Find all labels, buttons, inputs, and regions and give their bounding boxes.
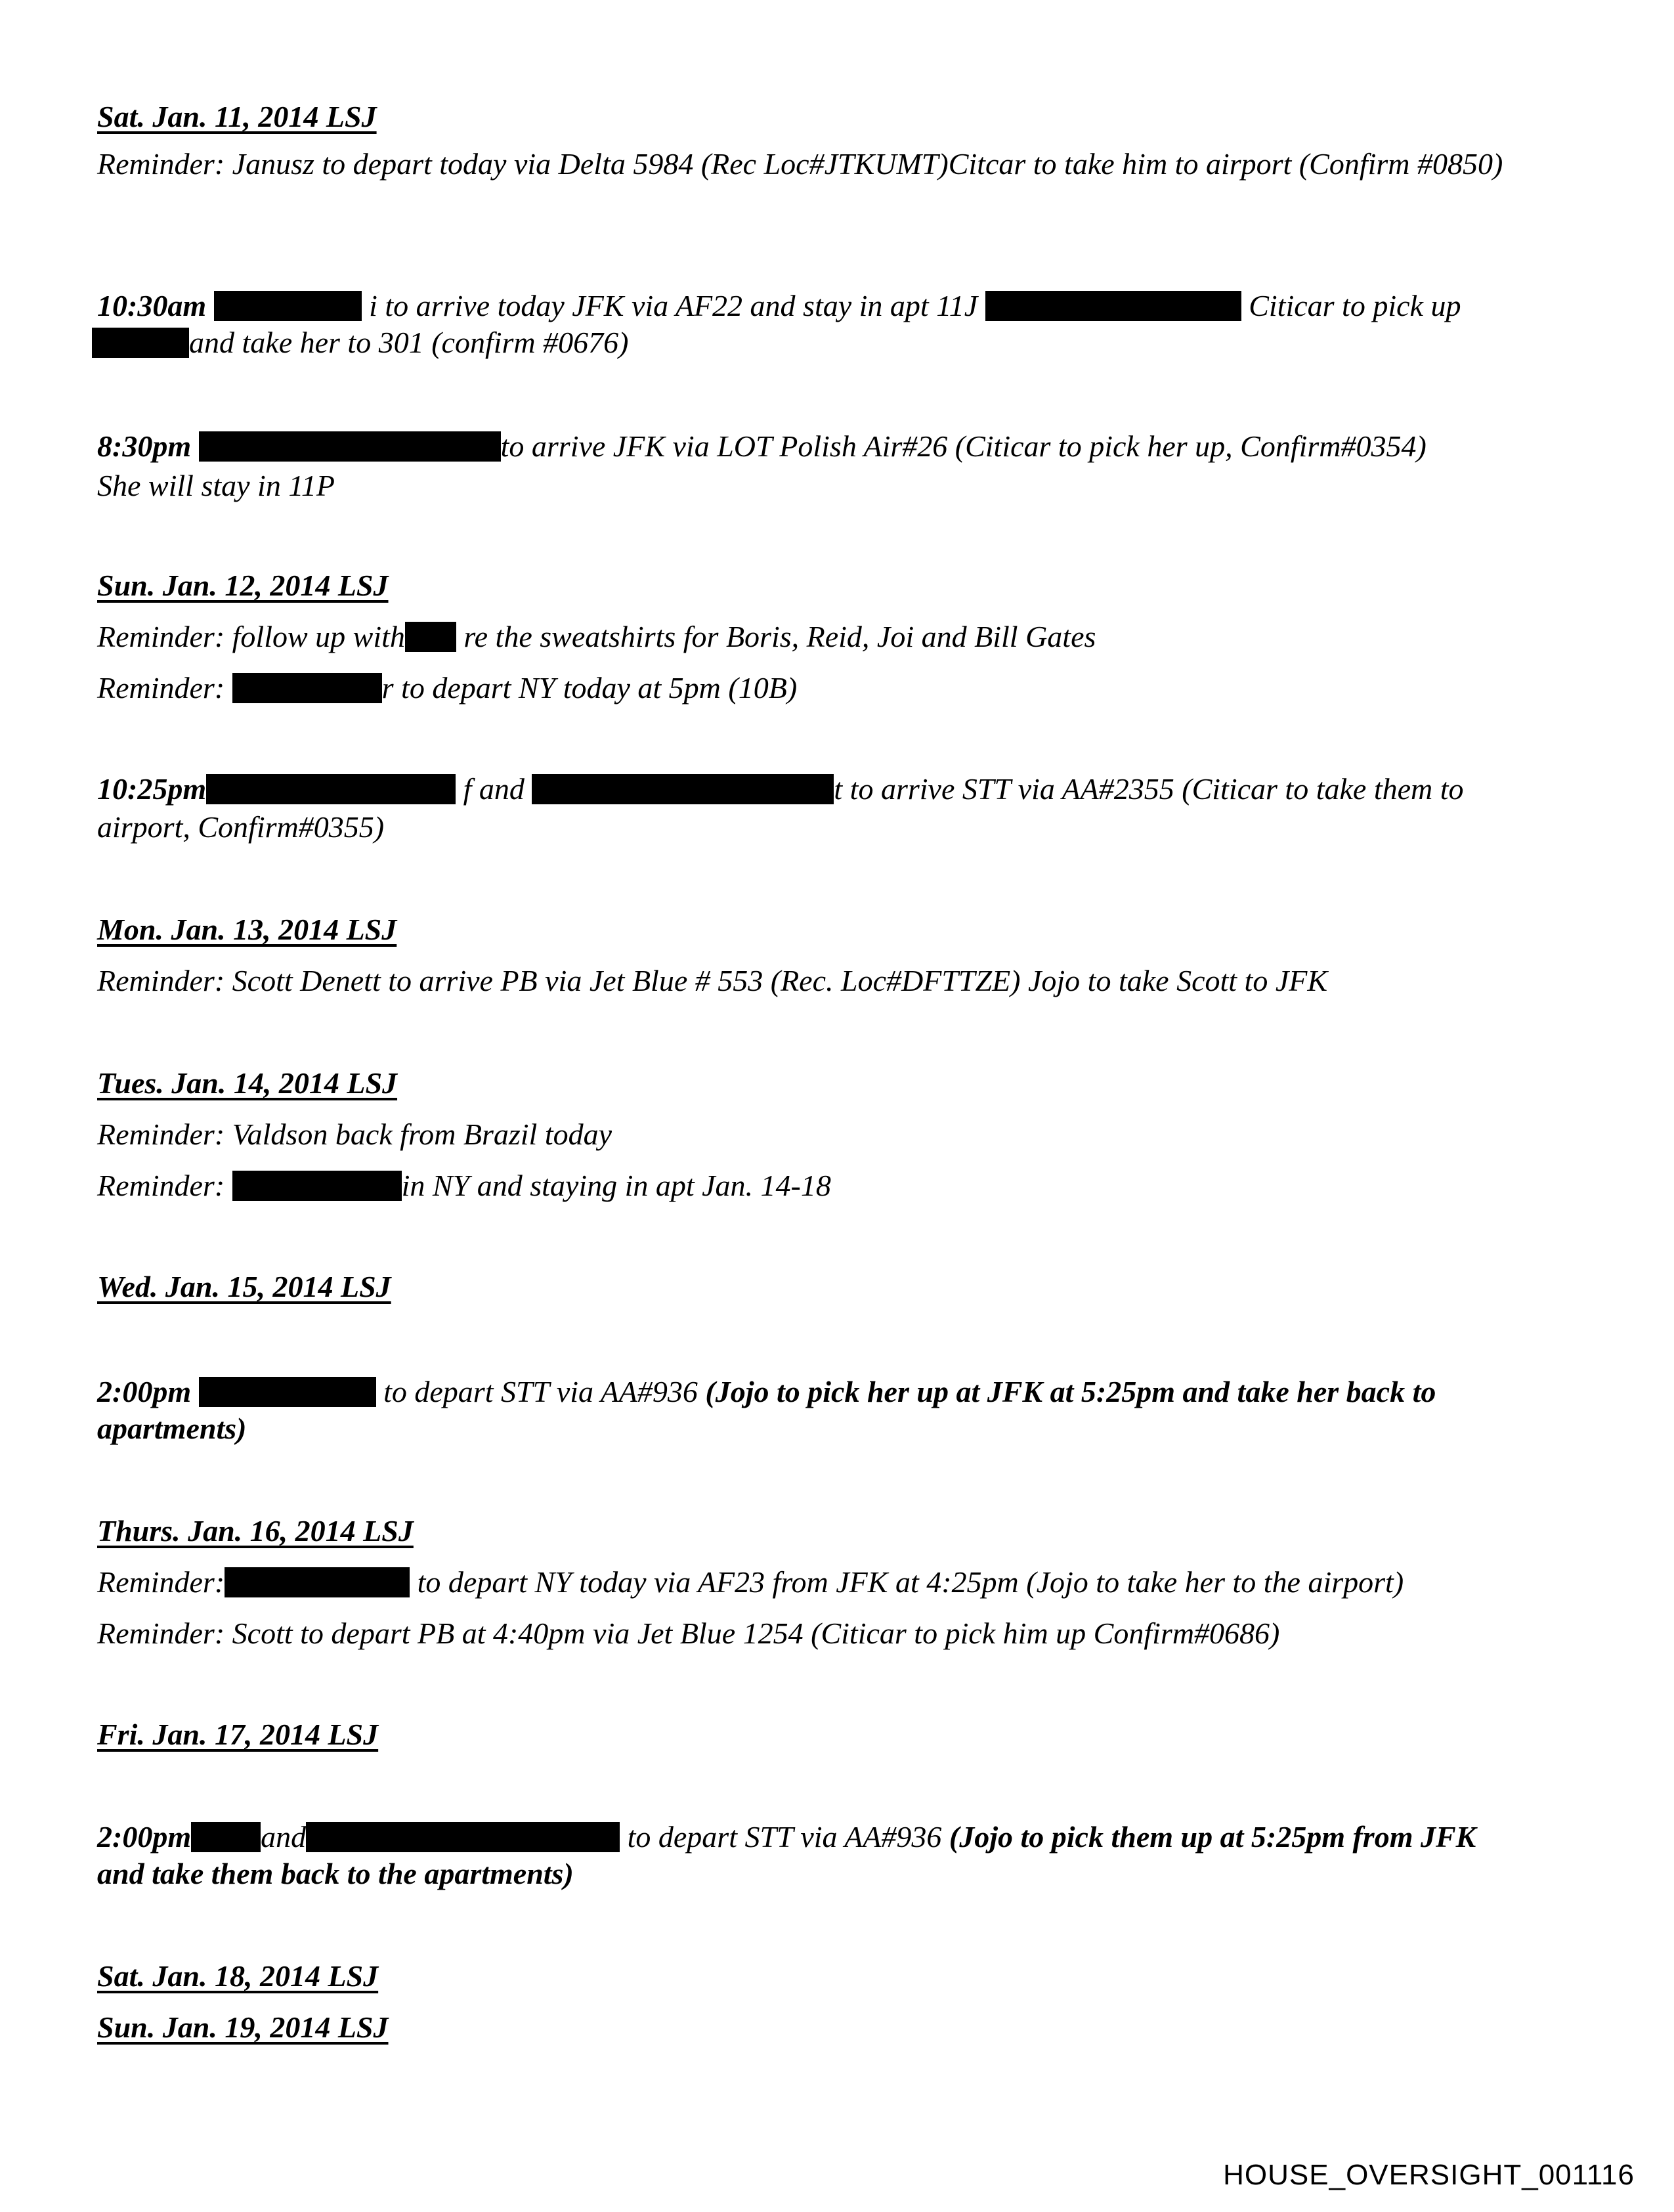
- reminder-line: Reminder: Janusz to depart today via Delta 5984 (Rec Loc#JTKUMT)Citcar to take him to airport (Confirm #0850): [97, 147, 1503, 181]
- event-line-continued: and take them back to the apartments): [97, 1857, 574, 1890]
- event-line: [97, 288, 1574, 324]
- day-header: Sun. Jan. 12, 2014 LSJ: [97, 569, 389, 602]
- event-text: Citicar to pick up: [1249, 289, 1461, 322]
- event-text: (Jojo to pick them up at 5:25pm from JFK: [949, 1820, 1476, 1854]
- reminder-text: in NY and staying in apt Jan. 14-18: [401, 1169, 831, 1202]
- redaction-block: [214, 291, 362, 321]
- event-line-continued: airport, Confirm#0355): [97, 810, 385, 844]
- redaction-block: [306, 1822, 620, 1852]
- day-header: Sat. Jan. 11, 2014 LSJ: [97, 100, 377, 133]
- event-line: [97, 1374, 1574, 1410]
- reminder-text: Reminder: follow up with: [97, 620, 405, 653]
- redaction-block: [985, 291, 1241, 321]
- event-line-continued: apartments): [97, 1412, 247, 1445]
- event-line: [97, 771, 1574, 808]
- event-text: to arrive JFK via LOT Polish Air#26 (Citicar to pick her up, Confirm#0354): [500, 429, 1427, 463]
- event-text: to depart STT via AA#936: [383, 1375, 698, 1408]
- redaction-block: [92, 328, 189, 358]
- reminder-line: [97, 1564, 1574, 1601]
- event-time: 10:25pm: [97, 772, 207, 806]
- redaction-block: [232, 673, 382, 703]
- reminder-line: Reminder: Scott to depart PB at 4:40pm via Jet Blue 1254 (Citicar to pick him up Confirm#0686): [97, 1616, 1280, 1650]
- event-time: 2:00pm: [97, 1820, 192, 1854]
- event-line: [97, 428, 1574, 465]
- reminder-line: Reminder: Valdson back from Brazil today: [97, 1117, 612, 1151]
- reminder-text: Reminder:: [97, 1565, 225, 1599]
- event-text: to depart STT via AA#936: [627, 1820, 942, 1854]
- event-line-continued: [92, 324, 1569, 361]
- event-time: 8:30pm: [97, 429, 192, 463]
- redaction-block: [225, 1567, 410, 1597]
- reminder-line: [97, 618, 1574, 655]
- reminder-text: re the sweatshirts for Boris, Reid, Joi and Bill Gates: [463, 620, 1096, 653]
- event-text: f and: [463, 772, 525, 806]
- event-time: 2:00pm: [97, 1375, 192, 1408]
- day-header: Sun. Jan. 19, 2014 LSJ: [97, 2010, 389, 2044]
- reminder-line: [97, 670, 1574, 706]
- day-header: Thurs. Jan. 16, 2014 LSJ: [97, 1514, 414, 1548]
- reminder-line: [97, 1167, 1574, 1204]
- event-time: 10:30am: [97, 289, 207, 322]
- redaction-block: [191, 1822, 261, 1852]
- reminder-text: Reminder:: [97, 671, 225, 705]
- event-line: [97, 1819, 1574, 1855]
- reminder-line: Reminder: Scott Denett to arrive PB via Jet Blue # 553 (Rec. Loc#DFTTZE) Jojo to take Scott to JFK: [97, 964, 1328, 997]
- redaction-block: [199, 431, 501, 462]
- reminder-text: Reminder:: [97, 1169, 225, 1202]
- redaction-block: [232, 1171, 402, 1201]
- redaction-block: [405, 622, 456, 652]
- reminder-text: r to depart NY today at 5pm (10B): [381, 671, 798, 705]
- event-line-continued: She will stay in 11P: [97, 469, 335, 502]
- event-text: and: [261, 1820, 307, 1854]
- redaction-block: [206, 774, 456, 804]
- reminder-text: to depart NY today via AF23 from JFK at 4:25pm (Jojo to take her to the airport): [417, 1565, 1404, 1599]
- day-header: Fri. Jan. 17, 2014 LSJ: [97, 1718, 379, 1751]
- event-text: t to arrive STT via AA#2355 (Citicar to take them to: [834, 772, 1464, 806]
- day-header: Sat. Jan. 18, 2014 LSJ: [97, 1959, 379, 1993]
- event-text: (Jojo to pick her up at JFK at 5:25pm and take her back to: [705, 1375, 1436, 1408]
- event-text: and take her to 301 (confirm #0676): [189, 326, 629, 359]
- bates-number: HOUSE_OVERSIGHT_001116: [1223, 2159, 1635, 2191]
- redaction-block: [532, 774, 834, 804]
- redaction-block: [199, 1377, 376, 1407]
- day-header: Wed. Jan. 15, 2014 LSJ: [97, 1270, 391, 1303]
- day-header: Tues. Jan. 14, 2014 LSJ: [97, 1066, 398, 1100]
- day-header: Mon. Jan. 13, 2014 LSJ: [97, 913, 397, 946]
- event-text: i to arrive today JFK via AF22 and stay in apt 11J: [369, 289, 978, 322]
